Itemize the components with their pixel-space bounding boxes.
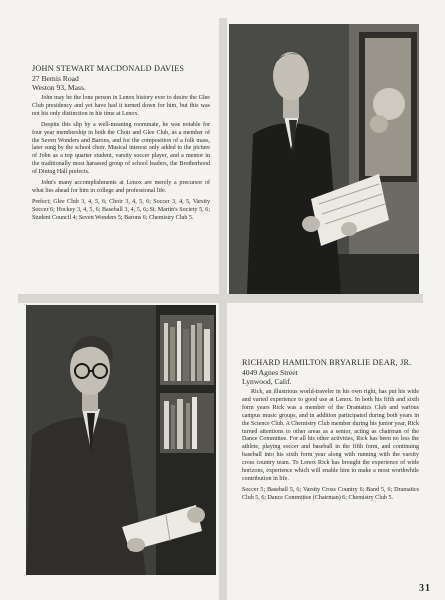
portrait-photo-dear (26, 305, 216, 575)
bio-paragraph: Despite this slip by a well-meaning roommate, he was notable for four year membership in both the Choir and Glee Club, as a member of the Seven Wonders and Barons, and for the composition of a folk mass, later sung by the school choir. Musical interest only added to the picture of John as a top quarter student, varsity soccer player, and a mentor in the traditionally most harassed group of school leaders, the Brotherhood of Dining Hall prefects. (32, 121, 210, 176)
portrait-davies-image (229, 24, 419, 294)
horizontal-divider (18, 294, 423, 303)
vertical-divider (219, 18, 227, 600)
student-bio-dear (242, 358, 419, 503)
student-address-street: 4049 Agnes Street (242, 368, 298, 377)
student-address-city: Lynwood, Calif. (242, 377, 292, 386)
student-activities: Prefect; Glee Club 3, 4, 5, 6; Choir 3, 4, 5, 6; Soccer 3, 4, 5, Varsity Soccer 6; Hockey 3, 4, 5, 6; Baseball 3, 4, 5, 6; St. Martin's Society 5, 6; Student Council 4; Seven Wonders 5; Barons 6; Chemistry Club 5. (32, 198, 210, 221)
student-name: RICHARD HAMILTON BRYARLIE DEAR, JR. (242, 358, 412, 367)
bio-paragraph: Rick, an illustrious world-traveler in his own right, has put his wide and varied experience to good use at Lenox. In both his fifth and sixth form years Rick was a member of the Dramatics Club and various campus music groups, and in addition participated during both years in the Science Club. A Chemistry Club member during his junior year, Rick turned attentions to other areas as a senior, acting as chairman of the Dance Committee. For all his other activities, Rick has been no less the athlete, playing soccer and baseball in the fifth form, and continuing baseball into his sixth form year along with running with the varsity cross country team. To Lenox Rick has brought the experience of wide horizons, experience which will enable him to make a most worthwhile contribution in life. (242, 389, 419, 482)
portrait-photo-davies (229, 24, 419, 294)
student-name: JOHN STEWART MACDONALD DAVIES (32, 64, 185, 73)
page-number: 31 (419, 583, 431, 594)
student-activities: Soccer 5; Baseball 5, 6; Varsity Cross Country 6; Band 5, 6; Dramatics Club 5, 6; Dance Committee (Chairman) 6; Chemistry Club 5. (242, 486, 419, 501)
bio-paragraph: John may be the lone person in Lenox history ever to desire the Glee Club presidency and yet have had it turned down for him, but this was not his only distinction in his time at Lenox. (32, 95, 210, 117)
bio-paragraph: John's many accomplishments at Lenox are merely a precursor of what lies ahead for him in college and professional life. (32, 180, 210, 194)
portrait-dear-image (26, 305, 216, 575)
student-bio-davies (32, 64, 210, 223)
student-address-street: 27 Bemis Road (32, 74, 79, 83)
student-address-city: Weston 93, Mass. (32, 83, 86, 92)
